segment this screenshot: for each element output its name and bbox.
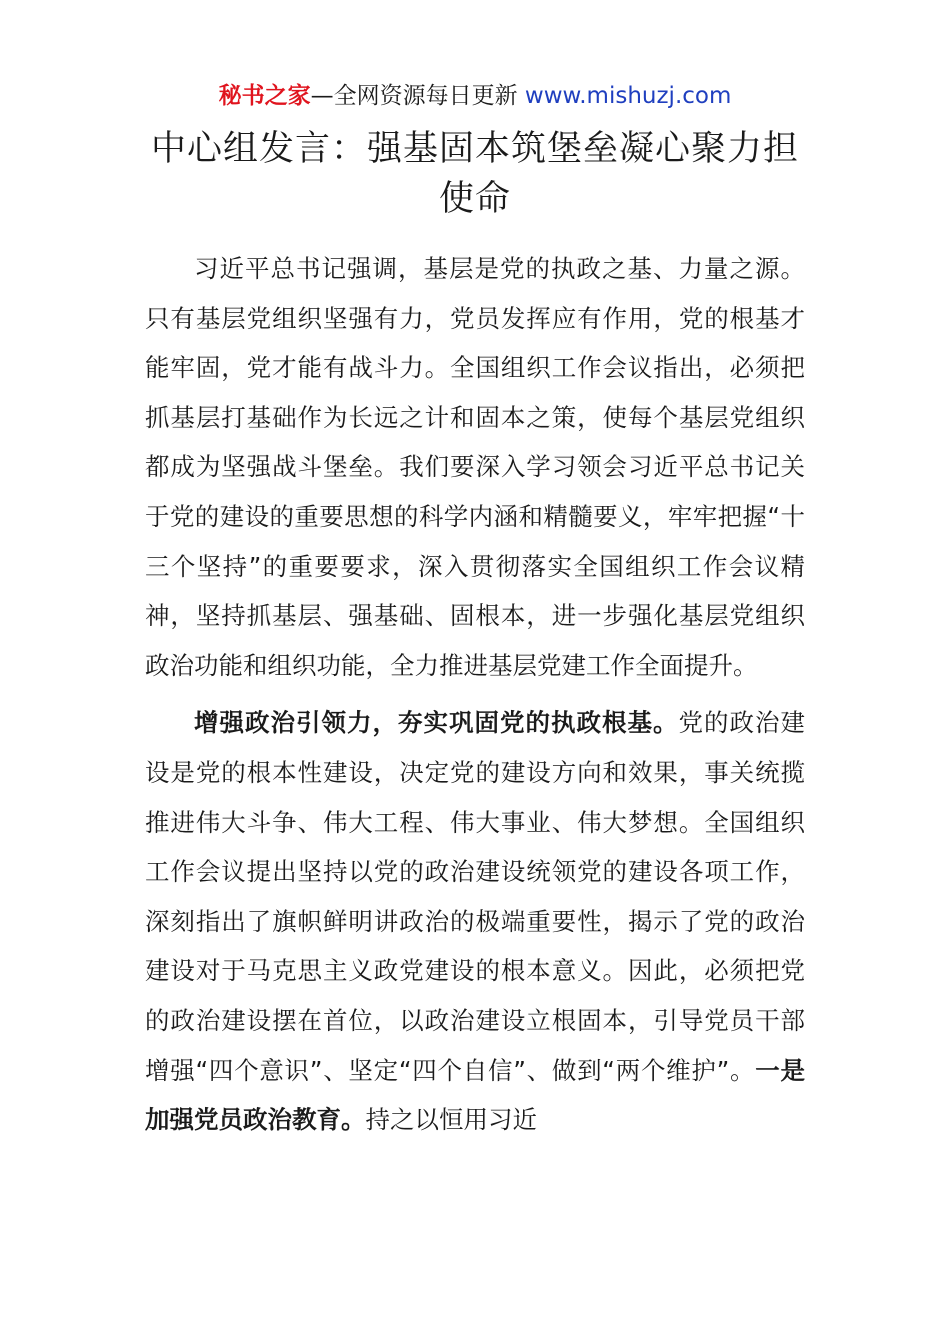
banner-url-link[interactable]: www.mishuzj.com (524, 83, 732, 109)
banner-brand: 秘书之家 (218, 83, 311, 109)
paragraph-subpoint-heading: 一是加强党员政治教育。 (145, 1055, 806, 1135)
banner-tagline: —全网资源每日更新 (310, 83, 525, 109)
document-body (145, 244, 805, 1145)
paragraph-intro: 习近平总书记强调，基层是党的执政之基、力量之源。只有基层党组织坚强有力，党员发挥应有作用，党的根基才能牢固，党才能有战斗力。全国组织工作会议指出，必须把抓基层打基础作为长远之计和固本之策，使每个基层党组织都成为坚强战斗堡垒。我们要深入学习领会习近平总书记关于党的建设的重要思想的科学内涵和精髓要义，牢牢把握“十三个坚持”的重要要求，深入贯彻落实全国组织工作会议精神，坚持抓基层、强基础、固根本，进一步强化基层党组织政治功能和组织功能，全力推进基层党建工作全面提升。 (145, 254, 805, 680)
paragraph-lead-heading: 增强政治引领力，夯实巩固党的执政根基。 (194, 708, 679, 738)
site-banner (0, 80, 950, 112)
document-title: 中心组发言：强基固本筑堡垒凝心聚力担使命 (150, 129, 799, 219)
paragraph-text: 党的政治建设是党的根本性建设，决定党的建设方向和效果，事关统揽推进伟大斗争、伟大工程、伟大事业、伟大梦想。全国组织工作会议提出坚持以党的政治建设统领党的建设各项工作，深刻指出了旗帜鲜明讲政治的极端重要性，揭示了党的政治建设对于马克思主义政党建设的根本意义。因此，必须把党的政治建设摆在首位，以政治建设立根固本，引导党员干部增强“四个意识”、坚定“四个自信”、做到“两个维护”。 (145, 708, 805, 1085)
paragraph-text-continued: 持之以恒用习近 (365, 1105, 537, 1135)
paragraph-political-leadership (145, 698, 805, 1144)
